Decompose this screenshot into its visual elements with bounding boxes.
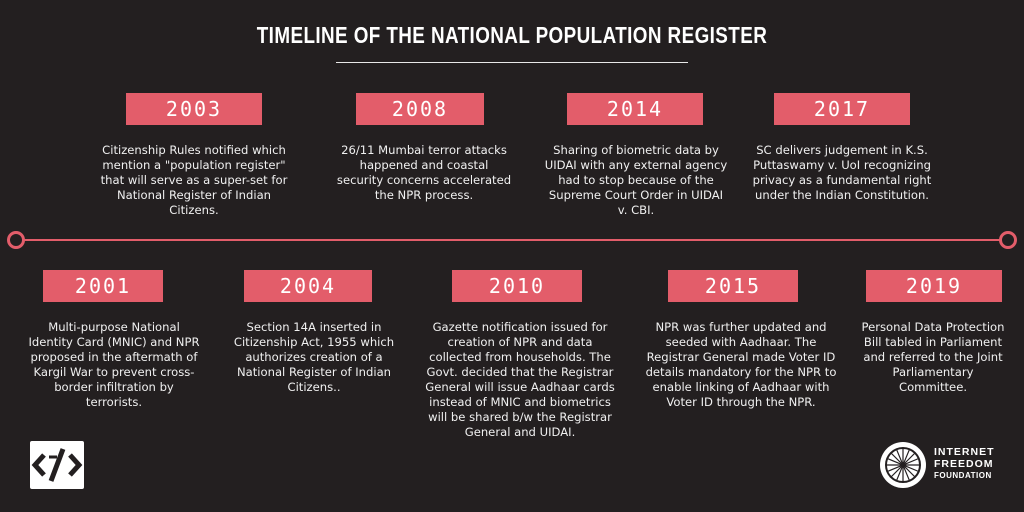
event-text-2019: Personal Data Protection Bill tabled in Parliament and referred to the Joint Parliamentary Committee. [861, 320, 1005, 394]
year-badge-2004: 2004 [244, 270, 372, 302]
timeline-line [20, 239, 1008, 241]
iff-wordmark [934, 446, 1024, 482]
event-text-2014: Sharing of biometric data by UIDAI with any external agency had to stop because of the Supreme Court Order in UIDAI v. CBI. [544, 143, 728, 217]
year-badge-2015: 2015 [668, 270, 798, 302]
year-badge-2008: 2008 [356, 93, 484, 125]
timeline-start-dot [7, 231, 25, 249]
year-badge-2019: 2019 [866, 270, 1002, 302]
code-brackets-logo-icon [30, 441, 84, 489]
timeline-end-dot [999, 231, 1017, 249]
event-text-2004: Section 14A inserted in Citizenship Act, 1955 which authorizes creation of a National Register of Indian Citizens.. [233, 320, 395, 394]
event-text-2017: SC delivers judgement in K.S. Puttaswamy v. UoI recognizing privacy as a fundamental right under the Indian Constitution. [752, 143, 932, 202]
year-badge-2003: 2003 [126, 93, 262, 125]
event-text-2010: Gazette notification issued for creation of NPR and data collected from households. The Govt. decided that the Registrar General will issue Aadhaar cards instead of MNIC and biometrics will be shared b/w the Registrar General and UIDAI. [425, 320, 615, 439]
event-text-2015: NPR was further updated and seeded with Aadhaar. The Registrar General made Voter ID details mandatory for the NPR to enable linking of Aadhaar with Voter ID through the NPR. [645, 320, 837, 409]
iff-line-internet: INTERNET [934, 446, 995, 458]
event-text-2003: Citizenship Rules notified which mention a "population register" that will serve as a super-set for National Register of Indian Citizens. [100, 143, 288, 217]
iff-line-freedom: FREEDOM [934, 458, 994, 470]
page-title: TIMELINE OF THE NATIONAL POPULATION REGISTER [256, 22, 768, 48]
year-badge-2017: 2017 [774, 93, 910, 125]
year-badge-2001: 2001 [43, 270, 163, 302]
event-text-2001: Multi-purpose National Identity Card (MNIC) and NPR proposed in the aftermath of Kargil War to prevent cross-border infiltration by terrorists. [28, 320, 200, 409]
year-badge-2014: 2014 [567, 93, 703, 125]
iff-line-foundation: FOUNDATION [934, 471, 992, 480]
title-underline [336, 62, 688, 63]
ashoka-wheel-logo-icon [878, 440, 928, 490]
event-text-2008: 26/11 Mumbai terror attacks happened and coastal security concerns accelerated the NPR process. [336, 143, 512, 202]
year-badge-2010: 2010 [452, 270, 582, 302]
